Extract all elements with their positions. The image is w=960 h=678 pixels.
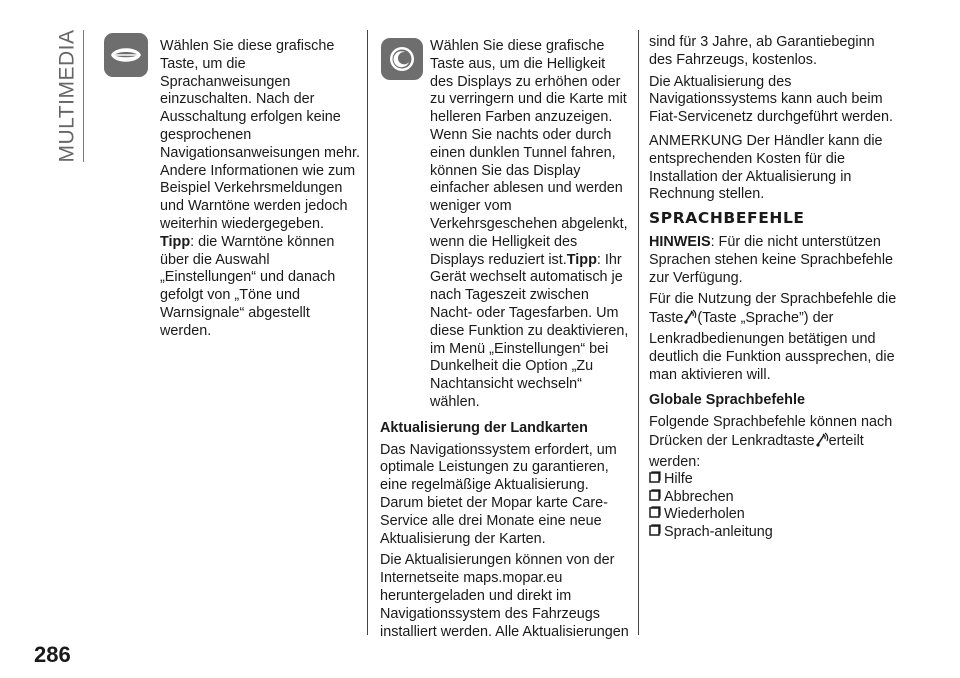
map-update-paragraph: Das Navigationssystem erfordert, um optimale Leistungen zu garantieren, eine regelmäßige Aktualisierung. Darum bietet der Mopar karte Care-Service alle drei Monate eine neue Aktualisierung der Karten. <box>380 441 617 547</box>
tip-label: Tipp <box>566 251 597 268</box>
command-label: Wiederholen <box>664 506 745 523</box>
list-item <box>649 507 899 525</box>
bullet-icon <box>649 524 661 542</box>
command-list <box>649 472 899 542</box>
side-tab-rule <box>83 30 84 162</box>
voice-commands-heading: SPRACHBEFEHLE <box>649 209 805 228</box>
hinweis-label: HINWEIS <box>649 233 711 250</box>
free-updates-paragraph: sind für 3 Jahre, ab Garantiebeginn des Fahrzeugs, kostenlos. <box>649 34 875 68</box>
hinweis-text: : Für die nicht unterstützen Sprachen stehen keine Sprachbefehle zur Verfügung. <box>649 233 894 286</box>
section-side-tab <box>52 30 82 162</box>
global-commands-text-b: erteilt werden: <box>649 432 864 470</box>
command-label: Abbrechen <box>664 488 734 505</box>
section-title: MULTIMEDIA <box>55 29 79 163</box>
voice-button-text-a: Für die Nutzung der Sprachbefehle die Taste <box>649 291 897 327</box>
night-mode-description <box>430 38 630 412</box>
global-commands-text-a: Folgende Sprachbefehle können nach Drücken der Lenkradtaste <box>649 414 893 449</box>
night-mode-text: Wählen Sie diese grafische Taste aus, um die Helligkeit des Displays zu erhöhen oder zu verringern und die Karte mit helleren Farben anzuzeigen. Wenn Sie nachts oder durch einen dunklen Tunnel fahren, können Sie das Display einfacher ablesen und werden weniger vom Verkehrsgeschehen abgelenkt, wenn die Helligkeit des Displays reduziert ist. <box>430 38 628 268</box>
bullet-icon <box>649 489 661 507</box>
command-label: Sprach-anleitung <box>664 523 773 540</box>
bullet-icon <box>649 471 661 489</box>
service-network-paragraph: Die Aktualisierung des Navigationssystems kann auch beim Fiat-Servicenetz durchgeführt werden. <box>649 73 893 126</box>
column-3 <box>649 34 899 542</box>
list-item <box>649 524 899 542</box>
steering-voice-icon <box>815 432 829 454</box>
map-update-heading: Aktualisierung der Landkarten <box>380 419 588 436</box>
tip-text: : die Warntöne können über die Auswahl „Einstellungen“ und danach gefolgt von „Töne und Warnsignale“ abgestellt werden. <box>160 233 336 339</box>
voice-button-text-b: (Taste „Sprache”) der Lenkradbedienungen betätigen und deutlich die Funktion aussprechen, die man aktivieren will. <box>649 310 895 383</box>
mute-voice-icon <box>104 33 148 77</box>
column-1 <box>160 38 360 345</box>
list-item <box>649 472 899 490</box>
voice-button-paragraph <box>649 291 899 384</box>
dealer-note-paragraph: ANMERKUNG Der Händler kann die entsprechenden Kosten für die Installation der Aktualisierung in Rechnung stellen. <box>649 132 883 203</box>
map-update-download-paragraph: Die Aktualisierungen können von der Internetseite maps.mopar.eu heruntergeladen und direkt im Navigationssystem des Fahrzeugs installiert werden. Alle Aktualisierungen <box>380 552 629 640</box>
global-commands-heading: Globale Sprachbefehle <box>649 392 805 409</box>
tip-label: Tipp <box>160 233 191 250</box>
global-commands-intro <box>649 414 899 471</box>
bullet-icon <box>649 506 661 524</box>
mute-tip <box>160 234 360 341</box>
command-label: Hilfe <box>664 471 693 488</box>
hinweis-paragraph <box>649 234 899 287</box>
page-number: 286 <box>34 642 71 667</box>
column-divider-1 <box>367 30 368 635</box>
column-divider-2 <box>638 30 639 635</box>
column-2 <box>380 38 630 645</box>
list-item <box>649 489 899 507</box>
mute-description: Wählen Sie diese grafische Taste, um die Sprachanweisungen einzuschalten. Nach der Ausschaltung erfolgen keine gesprochenen Navigationsanweisungen mehr. Andere Informationen wie zum Beispiel Verkehrsmeldungen und Warntöne werden jedoch weiterhin wiedergegeben. <box>160 38 360 232</box>
tip-text: : Ihr Gerät wechselt automatisch je nach Tageszeit zwischen Nacht- oder Tagesfarben. Um diese Funktion zu deaktivieren, im Menü „Einstellungen“ bei Dunkelheit die Option „Zu Nachtansicht wechseln“ wählen. <box>430 251 629 410</box>
voice-button-icon <box>683 309 697 331</box>
